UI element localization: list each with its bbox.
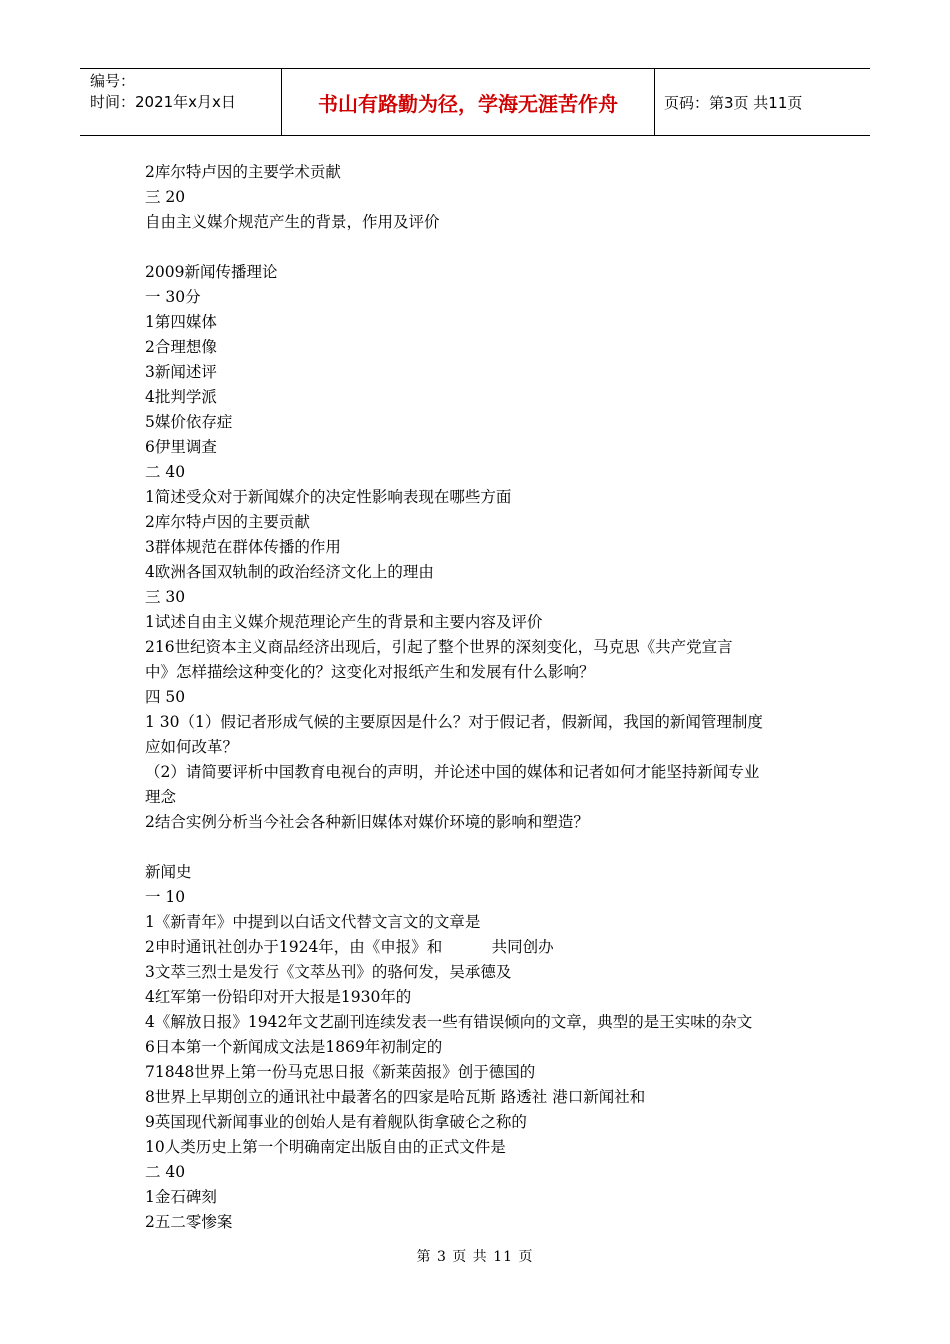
text-line: 理念 xyxy=(145,788,177,806)
text-line: 1简述受众对于新闻媒介的决定性影响表现在哪些方面 xyxy=(145,488,512,506)
text-line: 1《新青年》中提到以白话文代替文言文的文章是 xyxy=(145,913,481,931)
text-line: 一 30分 xyxy=(145,288,201,306)
text-line: 2结合实例分析当今社会各种新旧媒体对媒价环境的影响和塑造？ xyxy=(145,813,589,831)
header-meta xyxy=(80,69,282,135)
text-line xyxy=(145,835,815,860)
text-line: 自由主义媒介规范产生的背景，作用及评价 xyxy=(145,213,440,231)
text-line: 8世界上早期创立的通讯社中最著名的四家是哈瓦斯 路透社 港口新闻社和 xyxy=(145,1088,646,1106)
text-line: 1试述自由主义媒介规范理论产生的背景和主要内容及评价 xyxy=(145,613,543,631)
header-page-number: 页码：第3页 共11页 xyxy=(664,93,803,112)
text-line: 4红军第一份铅印对开大报是1930年的 xyxy=(145,988,412,1006)
text-line: 1金石碑刻 xyxy=(145,1188,217,1206)
text-line: 应如何改革？ xyxy=(145,738,239,756)
text-line: 1 30（1）假记者形成气候的主要原因是什么？对于假记者，假新闻，我国的新闻管理制度 xyxy=(145,713,763,731)
serial-number-label: 编号： xyxy=(90,72,136,90)
text-line: 9英国现代新闻事业的创始人是有着舰队街拿破仑之称的 xyxy=(145,1113,527,1131)
text-line: 2库尔特卢因的主要贡献 xyxy=(145,513,310,531)
text-line: 3文萃三烈士是发行《文萃丛刊》的骆何发，吴承德及 xyxy=(145,963,512,981)
text-line: 71848世界上第一份马克思日报《新莱茵报》创于德国的 xyxy=(145,1063,536,1081)
text-line: 2五二零惨案 xyxy=(145,1213,233,1231)
text-line: 2库尔特卢因的主要学术贡献 xyxy=(145,163,341,181)
text-line: 中》怎样描绘这种变化的？这变化对报纸产生和发展有什么影响？ xyxy=(145,663,595,681)
text-line: 1第四媒体 xyxy=(145,313,217,331)
text-line: 6日本第一个新闻成文法是1869年初制定的 xyxy=(145,1038,443,1056)
text-line: （2）请简要评析中国教育电视台的声明，并论述中国的媒体和记者如何才能坚持新闻专业 xyxy=(145,763,760,781)
page-footer: 第 3 页 共 11 页 xyxy=(416,1249,534,1265)
text-line: 四 50 xyxy=(145,688,186,706)
text-line: 5媒价依存症 xyxy=(145,413,233,431)
text-line: 2申时通讯社创办于1924年，由《申报》和 共同创办 xyxy=(145,938,554,956)
header-motto: 书山有路勤为径，学海无涯苦作舟 xyxy=(282,69,655,135)
text-line: 2合理想像 xyxy=(145,338,217,356)
text-line: 216世纪资本主义商品经济出现后，引起了整个世界的深刻变化，马克思《共产党宣言 xyxy=(145,638,733,656)
text-line: 二 40 xyxy=(145,463,186,481)
text-line: 4批判学派 xyxy=(145,388,217,406)
text-line: 2009新闻传播理论 xyxy=(145,263,278,281)
text-line xyxy=(145,235,815,260)
text-line: 4欧洲各国双轨制的政治经济文化上的理由 xyxy=(145,563,434,581)
text-line: 三 30 xyxy=(145,588,186,606)
text-line: 三 20 xyxy=(145,188,186,206)
text-line: 4《解放日报》1942年文艺副刊连续发表一些有错误倾向的文章，典型的是王实味的杂文 xyxy=(145,1013,753,1031)
text-line: 3群体规范在群体传播的作用 xyxy=(145,538,341,556)
text-line: 10人类历史上第一个明确南定出版自由的正式文件是 xyxy=(145,1138,506,1156)
text-line: 3新闻述评 xyxy=(145,363,217,381)
page-header xyxy=(80,68,870,136)
text-line: 6伊里调查 xyxy=(145,438,217,456)
document-body xyxy=(145,160,815,1235)
text-line: 新闻史 xyxy=(145,863,192,881)
text-line: 二 40 xyxy=(145,1163,186,1181)
date-label: 时间：2021年x月x日 xyxy=(90,93,236,111)
text-line: 一 10 xyxy=(145,888,186,906)
